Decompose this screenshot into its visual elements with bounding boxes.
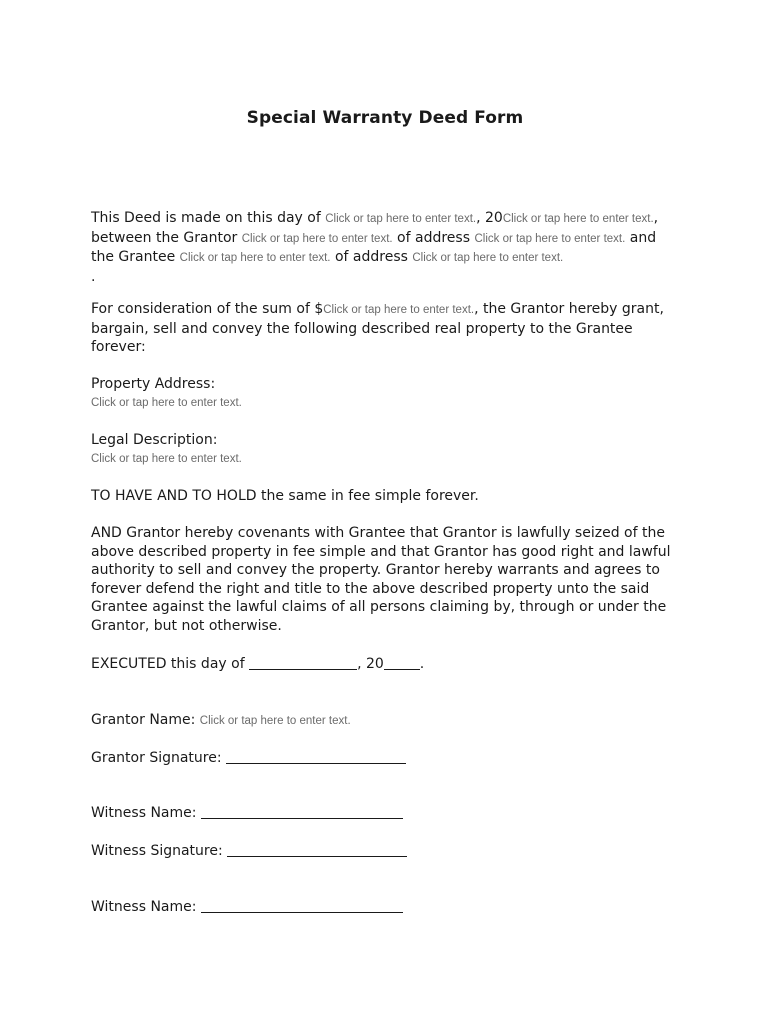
document-title: Special Warranty Deed Form (246, 108, 524, 128)
habendum-clause: TO HAVE AND TO HOLD the same in fee simple forever. (91, 488, 479, 504)
consideration-text-1: For consideration of the sum of $ (91, 301, 324, 317)
executed-day-blank[interactable] (249, 655, 357, 670)
intro-text-4: of address (392, 229, 475, 246)
property-address-label: Property Address: (91, 376, 216, 392)
intro-text-7: . (91, 268, 96, 285)
executed-year-blank[interactable] (384, 655, 420, 670)
witness-signature-label: Witness Signature: (91, 843, 228, 859)
executed-text-1: EXECUTED this day of (91, 656, 250, 672)
legal-description-label: Legal Description: (91, 432, 218, 448)
property-address-field[interactable]: Click or tap here to enter text. (91, 396, 242, 409)
legal-description-section (91, 431, 681, 468)
witness-signature-blank[interactable] (227, 842, 407, 857)
witness-name-label-1: Witness Name: (91, 805, 201, 821)
grantee-field[interactable]: Click or tap here to enter text. (179, 252, 331, 264)
intro-text-3: , between the Grantor (91, 210, 659, 246)
deed-intro-paragraph (91, 209, 681, 286)
grantor-signature-label: Grantor Signature: (91, 750, 227, 766)
witness-name-label-2: Witness Name: (91, 899, 201, 915)
day-field[interactable]: Click or tap here to enter text. (325, 213, 477, 225)
grantor-signature-blank[interactable] (226, 749, 406, 764)
intro-text-2: , 20 (476, 210, 503, 226)
year-field[interactable]: Click or tap here to enter text. (502, 213, 654, 225)
intro-text-5: and the Grantee (91, 229, 657, 265)
intro-text-1: This Deed is made on this day of (91, 210, 326, 226)
grantor-name-field[interactable]: Click or tap here to enter text. (199, 715, 351, 727)
witness-name-line-2 (91, 898, 681, 917)
consideration-paragraph (91, 300, 681, 357)
executed-text-2: , 20 (357, 656, 384, 672)
grantor-field[interactable]: Click or tap here to enter text. (241, 232, 393, 245)
witness-signature-line (91, 842, 681, 861)
witness-name-blank-2[interactable] (201, 898, 403, 913)
intro-text-6: of address (330, 249, 413, 265)
grantor-name-label: Grantor Name: (91, 712, 200, 728)
witness-name-line-1 (91, 804, 681, 823)
executed-text-3: . (419, 656, 425, 672)
covenant-paragraph: AND Grantor hereby covenants with Grantee that Grantor is lawfully seized of the above described property in fee simple and that Grantor has good right and lawful authority to sell and convey the property. Grantor hereby warrants and agrees to forever defend the right and title to the above described property unto the said Grantee against the lawful claims of all persons claiming by, through or under the Grantor, but not otherwise. (91, 525, 671, 634)
grantor-name-line (91, 711, 681, 731)
consideration-text-2: , the Grantor hereby grant, bargain, sell and convey the following described real property to the Grantee forever: (91, 301, 664, 355)
grantee-address-field[interactable]: Click or tap here to enter text. (412, 252, 564, 264)
executed-line (91, 655, 681, 674)
consideration-amount-field[interactable]: Click or tap here to enter text. (323, 304, 475, 316)
property-address-section (91, 375, 681, 412)
witness-name-blank-1[interactable] (201, 804, 403, 819)
grantor-address-field[interactable]: Click or tap here to enter text. (474, 232, 626, 245)
legal-description-field[interactable]: Click or tap here to enter text. (91, 452, 242, 465)
grantor-signature-line (91, 749, 681, 768)
